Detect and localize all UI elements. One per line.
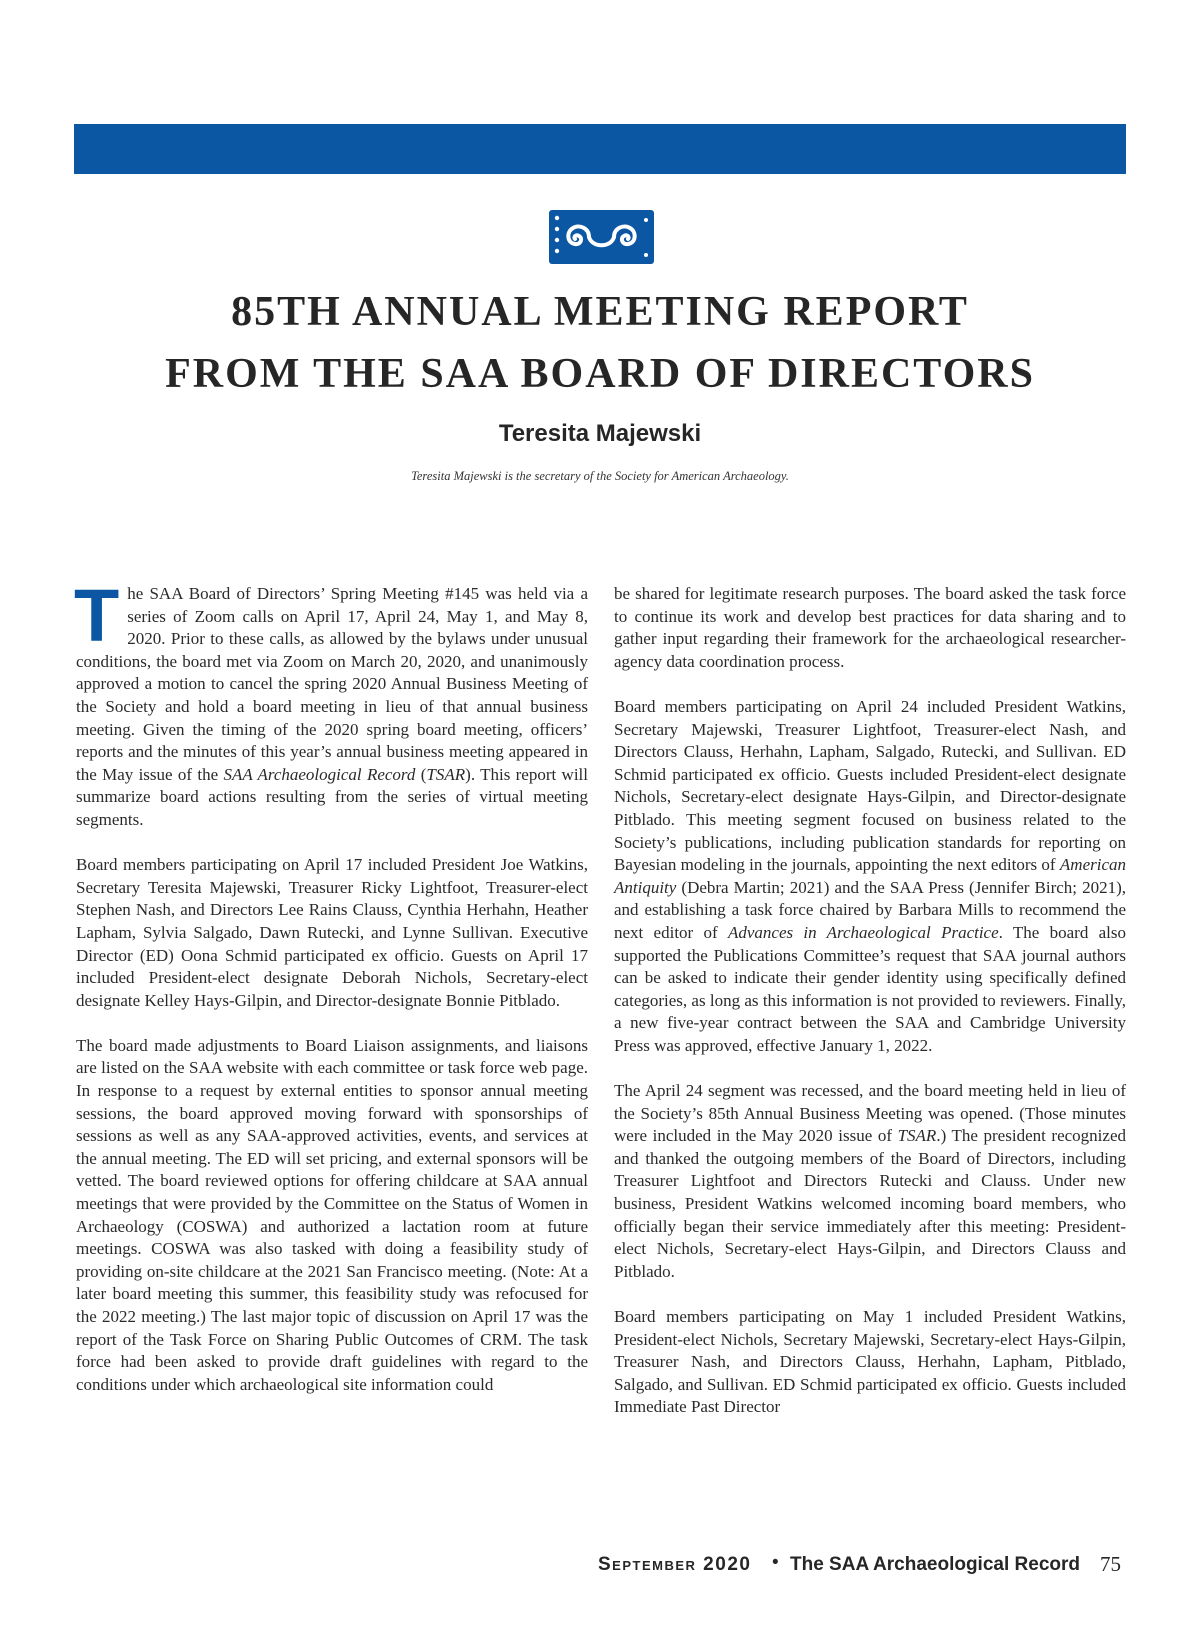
paragraph-3-continued: be shared for legitimate research purposes. The board asked the task force to continue its work and develop best practices for data sharing and to gather input regarding their framework for the archaeological researcher-agency data coordination process. (614, 584, 1126, 671)
title-line-2: FROM THE SAA BOARD OF DIRECTORS (165, 351, 1035, 397)
column-left (74, 574, 588, 1419)
author-name: Teresita Majewski (498, 420, 702, 447)
article-title (0, 281, 1200, 405)
paragraph-1: The SAA Board of Directors’ Spring Meeting #145 was held via a series of Zoom calls on April 17, April 24, May 1, and May 8, 2020. Prior to these calls, as allowed by the bylaws under unusual conditions, the board met via Zoom on March 20, 2020, and unanimously approved a motion to cancel the spring 2020 Annual Business Meeting of the Society and hold a board meeting in lieu of that annual business meeting. Given the timing of the 2020 spring board meeting, officers’ reports and the minutes of this year’s annual business meeting appeared in the May issue of the SAA Archaeological Record (TSAR). This report will summarize board actions resulting from the series of virtual meeting segments. (74, 574, 588, 829)
footer-bullet: • (772, 1552, 779, 1573)
drop-cap: T (74, 574, 120, 657)
footer-issue-date: September 2020 (598, 1554, 752, 1575)
paragraph-3: The board made adjustments to Board Liaison assignments, and liaisons are listed on the SAA website with each committee or task force web page. In response to a request by external entities to sponsor annual meeting sessions, the board approved moving forward with sponsorships of sessions as well as any SAA-approved activities, events, and services at the annual meeting. The ED will set pricing, and external sponsors will be vetted. The board reviewed options for offering childcare at SAA annual meetings that were provided by the Committee on the Status of Women in Archaeology (COSWA) and authorized a lactation room at future meetings. COSWA was also tasked with doing a feasibility study of providing on-site childcare at the 2021 San Francisco meeting. (Note: At a later board meeting this summer, this feasibility study was refocused for the 2022 meeting.) The last major topic of discussion on April 17 was the report of the Task Force on Sharing Public Outcomes of CRM. The task force had been asked to provide draft guidelines with regard to the conditions under which archaeological site information could (76, 1035, 588, 1394)
page-footer (0, 1552, 1200, 1580)
column-right (614, 583, 1126, 1442)
title-line-1: 85TH ANNUAL MEETING REPORT (231, 289, 969, 335)
author-affiliation: Teresita Majewski is the secretary of the Society for American Archaeology. (411, 469, 789, 483)
header-band (74, 124, 1126, 174)
footer-journal-name: The SAA Archaeological Record (790, 1554, 1080, 1575)
paragraph-5: The April 24 segment was recessed, and the board meeting held in lieu of the Society’s 85th Annual Business Meeting was opened. (Those minutes were included in the May 2020 issue of TSAR.) The president recognized and thanked the outgoing members of the Board of Directors, including Treasurer Lightfoot and Directors Rutecki and Clauss. Under new business, President Watkins welcomed incoming board members, who officially began their service immediately after this meeting: President-elect Nichols, Secretary-elect Hays-Gilpin, and Directors Clauss and Pitblado. (614, 1081, 1126, 1281)
paragraph-2: Board members participating on April 17 included President Joe Watkins, Secretary Teresita Majewski, Treasurer Ricky Lightfoot, Treasurer-elect Stephen Nash, and Directors Lee Rains Clauss, Cynthia Herhahn, Heather Lapham, Sylvia Salgado, Dawn Rutecki, and Lynne Sullivan. Executive Director (ED) Oona Schmid participated ex officio. Guests on April 17 included President-elect designate Deborah Nichols, Secretary-elect designate Kelley Hays-Gilpin, and Director-designate Bonnie Pitblado. (76, 855, 588, 1010)
spiral-logo-icon (549, 210, 654, 264)
paragraph-4: Board members participating on April 24 included President Watkins, Secretary Majewski, Treasurer Lightfoot, Treasurer-elect Nash, and Directors Clauss, Herhahn, Lapham, Salgado, Rutecki, and Sullivan. ED Schmid participated ex officio. Guests included President-elect designate Nichols, Secretary-elect designate Hays-Gilpin, and Director-designate Pitblado. This meeting segment focused on business related to the Society’s publications, including publication standards for reporting on Bayesian modeling in the journals, appointing the next editors of American Antiquity (Debra Martin; 2021) and the SAA Press (Jennifer Birch; 2021), and establishing a task force chaired by Barbara Mills to recommend the next editor of Advances in Archaeological Practice. The board also supported the Publications Committee’s request that SAA journal authors can be asked to indicate their gender identity using specifically defined categories, as long as this information is not provided to reviewers. Finally, a new five-year contract between the SAA and Cambridge University Press was approved, effective January 1, 2022. (614, 696, 1126, 1055)
paragraph-6: Board members participating on May 1 included President Watkins, President-elect Nichols, Secretary Majewski, Secretary-elect Hays-Gilpin, Treasurer Nash, and Directors Clauss, Herhahn, Lapham, Pitblado, Salgado, and Sullivan. ED Schmid participated ex officio. Guests included Immediate Past Director (614, 1307, 1126, 1417)
page-number: 75 (1100, 1552, 1121, 1576)
